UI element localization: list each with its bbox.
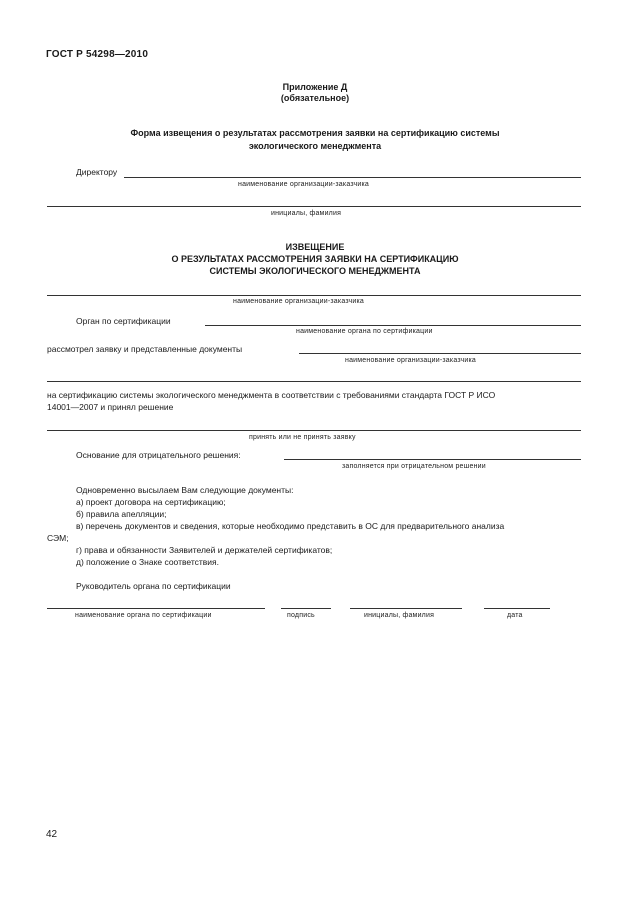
list-item: в) перечень документов и сведения, которые необходимо представить в ОС для предварительного анализа xyxy=(76,521,505,531)
director-label: Директору xyxy=(76,167,118,177)
director-line xyxy=(124,177,581,178)
form-title-line2: экологического менеджмента xyxy=(248,141,382,151)
caption-negative-basis: заполняется при отрицательном решении xyxy=(342,463,486,470)
caption-customer-org-2: наименование организации-заказчика xyxy=(233,298,364,305)
appendix-title: Приложение Д xyxy=(282,82,348,92)
reviewed-label: рассмотрел заявку и представленные документы xyxy=(47,344,243,354)
decision-line xyxy=(47,430,581,431)
caption-sign-org: наименование органа по сертификации xyxy=(75,612,212,619)
document-header: ГОСТ Р 54298—2010 xyxy=(46,49,149,60)
cert-body-line xyxy=(205,325,581,326)
caption-cert-body: наименование органа по сертификации xyxy=(296,328,433,335)
form-title-line1: Форма извещения о результатах рассмотрения заявки на сертификацию системы xyxy=(130,128,500,138)
documents-intro: Одновременно высылаем Вам следующие документы: xyxy=(76,485,294,495)
caption-customer-org: наименование организации-заказчика xyxy=(238,181,369,188)
notice-title-line2: О РЕЗУЛЬТАТАХ РАССМОТРЕНИЯ ЗАЯВКИ НА СЕРТИФИКАЦИЮ xyxy=(171,254,459,264)
list-item: г) права и обязанности Заявителей и держателей сертификатов; xyxy=(76,545,333,555)
page-number: 42 xyxy=(46,829,58,840)
caption-signature: подпись xyxy=(287,612,315,619)
caption-decision: принять или не принять заявку xyxy=(249,434,356,441)
signature-date-line xyxy=(484,608,550,609)
list-item-continuation: СЭМ; xyxy=(47,533,69,543)
paragraph-line1: на сертификацию системы экологического менеджмента в соответствии с требованиями стандарта ГОСТ Р ИСО xyxy=(47,390,496,400)
list-item: б) правила апелляции; xyxy=(76,509,167,519)
negative-basis-label: Основание для отрицательного решения: xyxy=(76,450,241,460)
caption-reviewed-org: наименование организации-заказчика xyxy=(345,357,476,364)
signature-name-line xyxy=(350,608,462,609)
list-item: д) положение о Знаке соответствия. xyxy=(76,557,220,567)
name-line xyxy=(47,206,581,207)
caption-sign-initials: инициалы, фамилия xyxy=(364,612,435,619)
paragraph-line2: 14001—2007 и принял решение xyxy=(47,402,174,412)
customer-org-line xyxy=(47,295,581,296)
list-item: а) проект договора на сертификацию; xyxy=(76,497,226,507)
cert-body-label: Орган по сертификации xyxy=(76,316,171,326)
caption-initials: инициалы, фамилия xyxy=(271,210,342,217)
blank-line-1 xyxy=(47,381,581,382)
signature-sign-line xyxy=(281,608,331,609)
notice-title-line3: СИСТЕМЫ ЭКОЛОГИЧЕСКОГО МЕНЕДЖМЕНТА xyxy=(209,266,421,276)
caption-date: дата xyxy=(507,612,523,619)
reviewed-line xyxy=(299,353,581,354)
notice-title-line1: ИЗВЕЩЕНИЕ xyxy=(285,242,345,252)
signature-org-line xyxy=(47,608,265,609)
appendix-status: (обязательное) xyxy=(280,93,350,103)
negative-basis-line xyxy=(284,459,581,460)
head-label: Руководитель органа по сертификации xyxy=(76,581,231,591)
